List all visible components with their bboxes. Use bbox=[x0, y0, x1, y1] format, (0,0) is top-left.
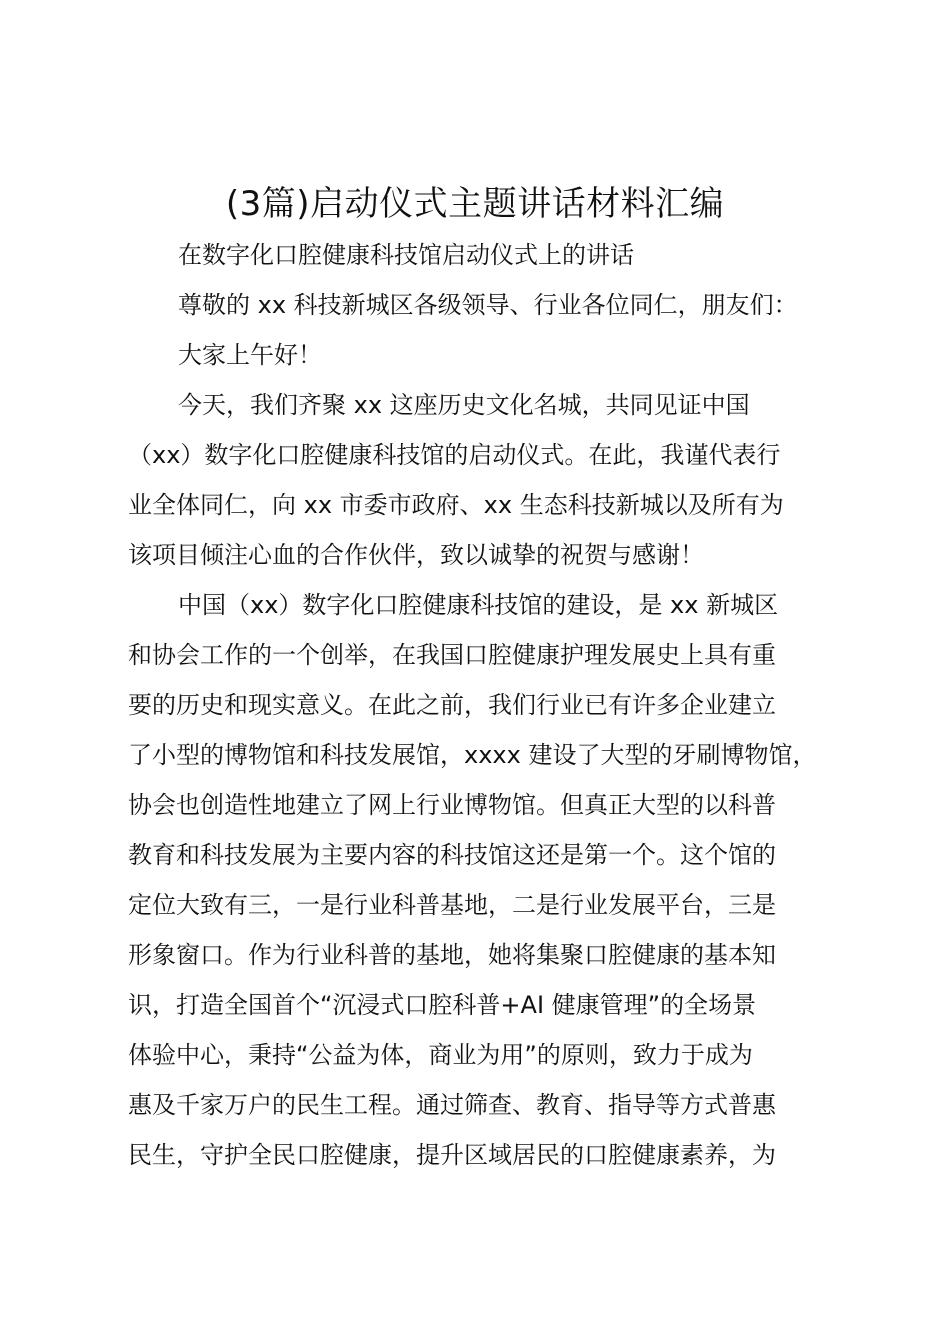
paragraph-line: 体验中心，秉持“公益为体，商业为用”的原则，致力于成为 bbox=[128, 1041, 753, 1069]
paragraph-line: 今天，我们齐聚 xx 这座历史文化名城，共同见证中国 bbox=[178, 391, 750, 419]
paragraph-line: 要的历史和现实意义。在此之前，我们行业已有许多企业建立 bbox=[128, 691, 776, 719]
paragraph-line: 形象窗口。作为行业科普的基地，她将集聚口腔健康的基本知 bbox=[128, 941, 776, 969]
paragraph-line: 业全体同仁，向 xx 市委市政府、xx 生态科技新城以及所有为 bbox=[128, 491, 784, 519]
paragraph-line: 和协会工作的一个创举，在我国口腔健康护理发展史上具有重 bbox=[128, 641, 776, 669]
paragraph-line: 了小型的博物馆和科技发展馆，xxxx 建设了大型的牙刷博物馆， bbox=[128, 741, 817, 769]
paragraph-line: 中国（xx）数字化口腔健康科技馆的建设，是 xx 新城区 bbox=[178, 591, 779, 619]
paragraph-line: 惠及千家万户的民生工程。通过筛查、教育、指导等方式普惠 bbox=[128, 1091, 776, 1119]
speech-heading: 在数字化口腔健康科技馆启动仪式上的讲话 bbox=[178, 241, 634, 269]
paragraph-line: 教育和科技发展为主要内容的科技馆这还是第一个。这个馆的 bbox=[128, 841, 776, 869]
document-title: (3篇)启动仪式主题讲话材料汇编 bbox=[225, 184, 725, 224]
paragraph-line: 该项目倾注心血的合作伙伴，致以诚挚的祝贺与感谢！ bbox=[128, 541, 704, 569]
salutation-line: 尊敬的 xx 科技新城区各级领导、行业各位同仁，朋友们： bbox=[178, 291, 798, 319]
paragraph-line: 协会也创造性地建立了网上行业博物馆。但真正大型的以科普 bbox=[128, 791, 776, 819]
paragraph-line: （xx）数字化口腔健康科技馆的启动仪式。在此，我谨代表行 bbox=[128, 441, 781, 469]
paragraph-line: 识，打造全国首个“沉浸式口腔科普+AI 健康管理”的全场景 bbox=[128, 991, 757, 1019]
greeting-line: 大家上午好！ bbox=[178, 341, 322, 369]
paragraph-line: 定位大致有三，一是行业科普基地，二是行业发展平台，三是 bbox=[128, 891, 776, 919]
paragraph-line: 民生，守护全民口腔健康，提升区域居民的口腔健康素养，为 bbox=[128, 1141, 776, 1169]
